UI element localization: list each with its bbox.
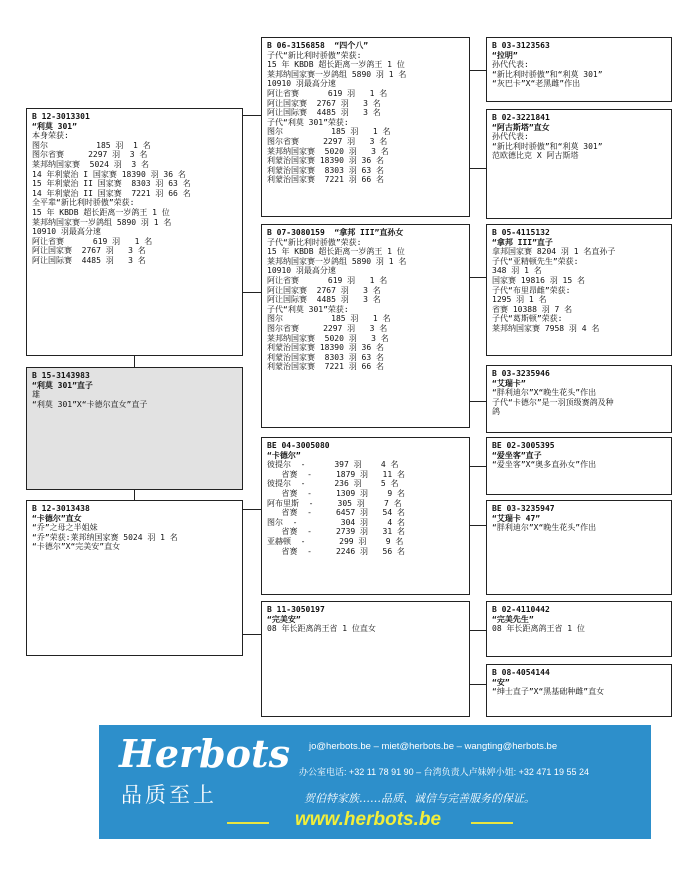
text-line: 莱邦纳国家赛 7958 羽 4 名 bbox=[492, 323, 600, 333]
ring-number: B 03-3123563 bbox=[492, 41, 550, 50]
text-line: 鸽 bbox=[492, 407, 500, 417]
ring-number: B 05-4115132 bbox=[492, 228, 550, 237]
text-line: 拿邦国家赛 8204 羽 1 名直孙子 bbox=[492, 247, 616, 257]
connector bbox=[242, 509, 261, 510]
text-line: 图尔 185 羽 1 名 bbox=[267, 127, 391, 137]
contact-phones: 办公室电话: +32 11 78 91 90 – 台湾负责人卢妹婷小姐: +32 471 19 55 24 bbox=[299, 767, 589, 777]
text-line: 亚赫顿 - 299 羽 9 名 bbox=[267, 536, 404, 546]
pigeon-card-dam bbox=[26, 500, 243, 656]
ring-number: B 12-3013438 bbox=[32, 504, 90, 513]
text-line: 莱邦纳国家赛一岁鸽组 5890 羽 1 名 bbox=[32, 217, 172, 227]
pigeon-name: “卡德尔” bbox=[267, 450, 301, 460]
text-line: 子代“布里昂雌”荣获: bbox=[492, 285, 571, 295]
text-line: 莱邦纳国家赛 5024 羽 3 名 bbox=[32, 159, 149, 169]
text-line: 孙代代表: bbox=[492, 132, 529, 142]
pigeon-name: “利莫 301” bbox=[32, 121, 77, 131]
ring-number: BE 04-3005080 bbox=[267, 441, 330, 450]
pigeon-name: “拉明” bbox=[492, 50, 518, 60]
text-line: 利蒙治国家赛 7221 羽 66 名 bbox=[267, 362, 384, 372]
pigeon-name: “卡德尔”直女 bbox=[32, 513, 82, 523]
connector bbox=[469, 630, 486, 631]
text-line: 阿让省赛 619 羽 1 名 bbox=[267, 88, 388, 98]
text-line: 子代“亚精顿先生”荣获: bbox=[492, 256, 579, 266]
pigeon-card-sire-sire bbox=[261, 37, 470, 217]
connector bbox=[469, 168, 486, 169]
herbots-banner bbox=[99, 725, 651, 839]
text-line: 雄 bbox=[32, 390, 40, 400]
text-line: 15 年利蒙治 II 国家赛 8303 羽 63 名 bbox=[32, 179, 191, 189]
pigeon-name: “完美先生” bbox=[492, 614, 534, 624]
text-line: “胖利迪尔”X“晚生花头”作出 bbox=[492, 388, 597, 398]
text-line: 子代“利莫 301”荣获: bbox=[267, 304, 349, 314]
connector bbox=[469, 466, 486, 467]
text-line: 阿布里斯 - 305 羽 7 名 bbox=[267, 498, 402, 508]
pigeon-name: “爱坐客”直子 bbox=[492, 450, 542, 460]
pigeon-card-dam-dam bbox=[261, 601, 470, 717]
ring-number: B 15-3143983 bbox=[32, 371, 90, 380]
text-line: 08 年长距离鸽王省 1 位 bbox=[492, 624, 585, 634]
text-line: 图尔 185 羽 1 名 bbox=[267, 314, 391, 324]
text-line: 阿让国家赛 2767 羽 3 名 bbox=[267, 98, 381, 108]
website-link[interactable]: www.herbots.be bbox=[295, 809, 442, 830]
text-line: 10910 羽最高分速 bbox=[267, 266, 336, 276]
text-line: 利蒙治国家赛 8303 羽 63 名 bbox=[267, 165, 384, 175]
pigeon-card-ddd bbox=[486, 664, 672, 717]
text-line: 省赛 - 1309 羽 9 名 bbox=[267, 488, 405, 498]
connector bbox=[469, 277, 486, 278]
text-line: 省赛 - 2246 羽 56 名 bbox=[267, 546, 405, 556]
pigeon-name: “安” bbox=[492, 677, 510, 687]
text-line: 阿让国际赛 4485 羽 3 名 bbox=[32, 255, 146, 265]
text-line: 10910 羽最高分速 bbox=[267, 79, 336, 89]
pigeon-name: “艾瑞卡 47” bbox=[492, 513, 541, 523]
ring-number: B 02-4110442 bbox=[492, 605, 550, 614]
pigeon-card-sire bbox=[26, 367, 243, 490]
pigeon-card-sire-dam bbox=[261, 224, 470, 428]
connector bbox=[469, 684, 486, 685]
pigeon-card-dds bbox=[486, 601, 672, 657]
text-line: “新比利时骄傲”和“利莫 301” bbox=[492, 69, 603, 79]
ring-number: B 11-3050197 bbox=[267, 605, 325, 614]
text-line: “绅士直子”X“黑基础种雌”直女 bbox=[492, 687, 605, 697]
text-line: 阿让国家赛 2767 羽 3 名 bbox=[267, 285, 381, 295]
text-line: 08 年长距离鸽王省 1 位直女 bbox=[267, 624, 376, 634]
text-line: 14 年利蒙治 II 国家赛 7221 羽 66 名 bbox=[32, 188, 191, 198]
text-line: “利莫 301”X“卡德尔直女”直子 bbox=[32, 399, 148, 409]
text-line: 范欧德比克 X 阿古斯塔 bbox=[492, 151, 579, 161]
connector bbox=[469, 70, 486, 71]
ring-number: BE 03-3235947 bbox=[492, 504, 555, 513]
text-line: 10910 羽最高分速 bbox=[32, 227, 101, 237]
text-line: 阿让国际赛 4485 羽 3 名 bbox=[267, 108, 381, 118]
pigeon-card-dss bbox=[486, 437, 672, 495]
text-line: 子代“利莫 301”荣获: bbox=[267, 117, 349, 127]
connector bbox=[469, 525, 486, 526]
pigeon-card-dsd bbox=[486, 500, 672, 595]
connector bbox=[242, 292, 261, 293]
text-line: 省赛 - 6457 羽 54 名 bbox=[267, 508, 405, 518]
text-line: 15 年 KBDB 超长距离一岁鸽王 1 位 bbox=[32, 207, 170, 217]
text-line: “灰巴卡”X“老黑雌”作出 bbox=[492, 79, 581, 89]
pigeon-card-sds bbox=[486, 224, 672, 356]
decorative-dash bbox=[227, 822, 269, 824]
text-line: 子代“卡德尔”是一羽顶级赛鸽及种 bbox=[492, 397, 614, 407]
text-line: 利蒙治国家赛 18390 羽 36 名 bbox=[267, 343, 384, 353]
text-line: 利蒙治国家赛 7221 羽 66 名 bbox=[267, 175, 384, 185]
contact-emails[interactable]: jo@herbots.be – miet@herbots.be – wangting@herbots.be bbox=[309, 741, 558, 752]
text-line: 省赛 - 2739 羽 31 名 bbox=[267, 527, 405, 537]
connector bbox=[242, 115, 261, 116]
text-line: 阿让国家赛 2767 羽 3 名 bbox=[32, 246, 146, 256]
text-line: 15 年 KBDB 超长距离一岁鸽王 1 位 bbox=[267, 247, 405, 257]
pigeon-name: “拿邦 III”直子 bbox=[492, 237, 553, 247]
text-line: “爱坐客”X“奥多直孙女”作出 bbox=[492, 460, 597, 470]
ring-number: BE 02-3005395 bbox=[492, 441, 555, 450]
pigeon-card-dam-sire bbox=[261, 437, 470, 595]
ring-number: B 06-3156858 “四个八” bbox=[267, 41, 369, 50]
ring-number: B 03-3235946 bbox=[492, 369, 550, 378]
text-line: 省赛 10388 羽 7 名 bbox=[492, 304, 573, 314]
text-line: 图尔省赛 2297 羽 3 名 bbox=[32, 150, 148, 160]
text-line: 莱邦纳国家赛 5020 羽 3 名 bbox=[267, 146, 389, 156]
tagline: 贺伯特家族……品质、诚信与完善服务的保证。 bbox=[304, 792, 535, 805]
ring-number: B 02-3221841 bbox=[492, 113, 550, 122]
text-line: “卡德尔”X“完美安”直女 bbox=[32, 542, 121, 552]
text-line: 子代“新比利时骄傲”荣获: bbox=[267, 237, 362, 247]
text-line: 利蒙治国家赛 8303 羽 63 名 bbox=[267, 352, 384, 362]
decorative-dash bbox=[471, 822, 513, 824]
text-line: 阿让国际赛 4485 羽 3 名 bbox=[267, 295, 381, 305]
text-line: “乔”荣获:莱邦纳国家赛 5024 羽 1 名 bbox=[32, 532, 178, 542]
text-line: 15 年 KBDB 超长距离一岁鸽王 1 位 bbox=[267, 60, 405, 70]
text-line: 国家赛 19816 羽 15 名 bbox=[492, 275, 585, 285]
text-line: 本身荣获: bbox=[32, 131, 69, 141]
slogan: 品质至上 bbox=[121, 783, 217, 807]
text-line: “胖利迪尔”X“晚生花头”作出 bbox=[492, 523, 597, 533]
text-line: “新比利时骄傲”和“利莫 301” bbox=[492, 141, 603, 151]
text-line: 阿让省赛 619 羽 1 名 bbox=[32, 236, 153, 246]
text-line: 图尔 - 304 羽 4 名 bbox=[267, 517, 405, 527]
text-line: 14 年利蒙治 I 国家赛 18390 羽 36 名 bbox=[32, 169, 186, 179]
pigeon-name: “利莫 301”直子 bbox=[32, 380, 93, 390]
text-line: 莱邦纳国家赛 5020 羽 3 名 bbox=[267, 333, 389, 343]
text-line: 彼提尔 - 236 羽 5 名 bbox=[267, 479, 399, 489]
text-line: 彼提尔 - 397 羽 4 名 bbox=[267, 460, 399, 470]
text-line: 348 羽 1 名 bbox=[492, 266, 542, 276]
pigeon-card-sdd bbox=[486, 365, 672, 433]
text-line: 图尔省赛 2297 羽 3 名 bbox=[267, 136, 388, 146]
herbots-logo: Herbots bbox=[119, 731, 290, 776]
text-line: 孙代代表: bbox=[492, 60, 529, 70]
text-line: 全平辈“新比利时骄傲”荣获: bbox=[32, 198, 135, 208]
text-line: 阿让省赛 619 羽 1 名 bbox=[267, 275, 388, 285]
text-line: 莱邦纳国家赛一岁鸽组 5890 羽 1 名 bbox=[267, 69, 407, 79]
ring-number: B 08-4054144 bbox=[492, 668, 550, 677]
text-line: 省赛 - 1879 羽 11 名 bbox=[267, 469, 405, 479]
text-line: 1295 羽 1 名 bbox=[492, 295, 547, 305]
pigeon-name: “艾瑞卡” bbox=[492, 378, 526, 388]
text-line: “乔”之母之半姐妹 bbox=[32, 523, 98, 533]
connector bbox=[242, 634, 261, 635]
text-line: 莱邦纳国家赛一岁鸽组 5890 羽 1 名 bbox=[267, 256, 407, 266]
text-line: 图尔 185 羽 1 名 bbox=[32, 140, 151, 150]
text-line: 子代“葛斯顿”荣获: bbox=[492, 314, 563, 324]
pigeon-card-ssd bbox=[486, 109, 672, 219]
text-line: 利蒙治国家赛 18390 羽 36 名 bbox=[267, 156, 384, 166]
ring-number: B 12-3013301 bbox=[32, 112, 90, 121]
pigeon-card-sss bbox=[486, 37, 672, 102]
text-line: 子代“新比利时骄傲”荣获: bbox=[267, 50, 362, 60]
pigeon-card-subject bbox=[26, 108, 243, 356]
pigeon-name: “阿古斯塔”直女 bbox=[492, 122, 550, 132]
connector bbox=[469, 401, 486, 402]
pigeon-name: “完美安” bbox=[267, 614, 301, 624]
ring-number: B 07-3080159 “拿邦 III”直孙女 bbox=[267, 228, 404, 237]
text-line: 图尔省赛 2297 羽 3 名 bbox=[267, 323, 388, 333]
